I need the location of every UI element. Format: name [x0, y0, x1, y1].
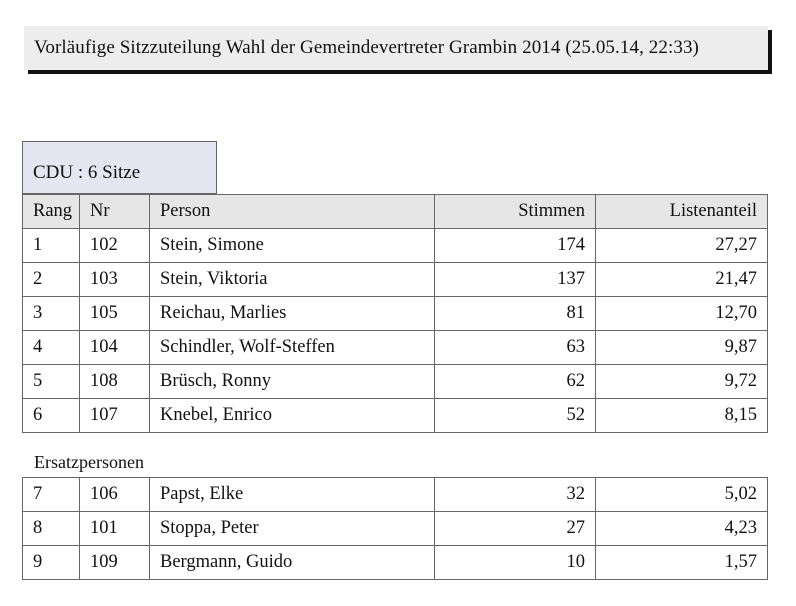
cell-person: Stein, Simone [150, 229, 435, 263]
cell-stimmen: 63 [435, 331, 596, 365]
cell-listenanteil: 1,57 [596, 546, 768, 580]
cell-listenanteil: 5,02 [596, 478, 768, 512]
cell-stimmen: 52 [435, 399, 596, 433]
table-row [23, 297, 768, 331]
cell-person: Schindler, Wolf-Steffen [150, 331, 435, 365]
cell-listenanteil: 27,27 [596, 229, 768, 263]
table-header-row [23, 195, 768, 229]
cell-nr: 104 [80, 331, 150, 365]
table-row [23, 512, 768, 546]
party-seat-text: CDU : 6 Sitze [33, 162, 141, 183]
cell-rang: 1 [23, 229, 80, 263]
substitutes-label: Ersatzpersonen [34, 452, 144, 472]
cell-nr: 107 [80, 399, 150, 433]
cell-nr: 106 [80, 478, 150, 512]
cell-person: Papst, Elke [150, 478, 435, 512]
substitutes-table-body [23, 478, 768, 580]
page-title [24, 26, 768, 70]
cell-nr: 101 [80, 512, 150, 546]
cell-stimmen: 62 [435, 365, 596, 399]
cell-nr: 108 [80, 365, 150, 399]
cell-listenanteil: 9,87 [596, 331, 768, 365]
cell-person: Knebel, Enrico [150, 399, 435, 433]
cell-nr: 103 [80, 263, 150, 297]
elected-table-body [23, 195, 768, 433]
header-nr: Nr [80, 195, 150, 229]
cell-person: Stein, Viktoria [150, 263, 435, 297]
substitutes-table [22, 477, 768, 580]
cell-listenanteil: 4,23 [596, 512, 768, 546]
header-person: Person [150, 195, 435, 229]
cell-stimmen: 10 [435, 546, 596, 580]
cell-stimmen: 27 [435, 512, 596, 546]
table-row [23, 229, 768, 263]
cell-nr: 109 [80, 546, 150, 580]
cell-listenanteil: 12,70 [596, 297, 768, 331]
table-row [23, 546, 768, 580]
cell-rang: 2 [23, 263, 80, 297]
cell-person: Stoppa, Peter [150, 512, 435, 546]
header-stimmen: Stimmen [435, 195, 596, 229]
table-row [23, 478, 768, 512]
cell-person: Reichau, Marlies [150, 297, 435, 331]
cell-person: Brüsch, Ronny [150, 365, 435, 399]
cell-listenanteil: 8,15 [596, 399, 768, 433]
cell-rang: 6 [23, 399, 80, 433]
cell-stimmen: 81 [435, 297, 596, 331]
elected-table [22, 194, 768, 433]
cell-listenanteil: 9,72 [596, 365, 768, 399]
cell-nr: 102 [80, 229, 150, 263]
table-row [23, 399, 768, 433]
table-row [23, 263, 768, 297]
cell-rang: 7 [23, 478, 80, 512]
cell-listenanteil: 21,47 [596, 263, 768, 297]
cell-person: Bergmann, Guido [150, 546, 435, 580]
cell-rang: 5 [23, 365, 80, 399]
cell-nr: 105 [80, 297, 150, 331]
cell-rang: 4 [23, 331, 80, 365]
cell-rang: 3 [23, 297, 80, 331]
page-title-text: Vorläufige Sitzzuteilung Wahl der Gemeindevertreter Grambin 2014 (25.05.14, 22:33) [34, 37, 699, 58]
table-row [23, 365, 768, 399]
cell-rang: 9 [23, 546, 80, 580]
header-rang: Rang [23, 195, 80, 229]
party-seat-label [22, 141, 217, 194]
cell-rang: 8 [23, 512, 80, 546]
cell-stimmen: 32 [435, 478, 596, 512]
table-row [23, 331, 768, 365]
cell-stimmen: 174 [435, 229, 596, 263]
cell-stimmen: 137 [435, 263, 596, 297]
header-listenanteil: Listenanteil [596, 195, 768, 229]
